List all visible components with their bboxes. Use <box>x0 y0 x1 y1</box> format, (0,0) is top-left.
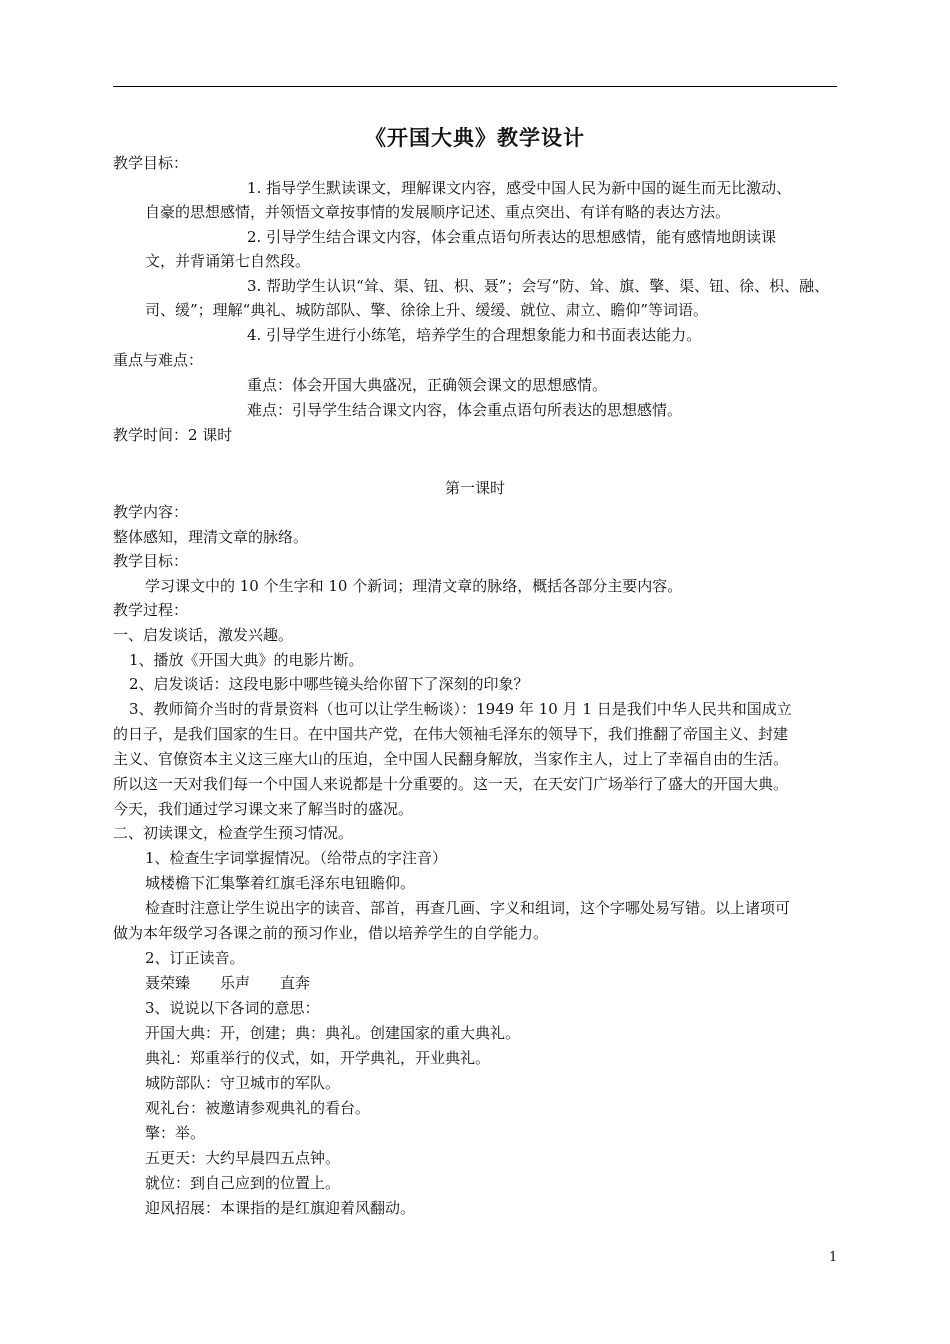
text-line: 主义、官僚资本主义这三座大山的压迫，全中国人民翻身解放，当家作主人，过上了幸福自由的生活。 <box>113 750 789 768</box>
text-line: 城楼檐下汇集擎着红旗毛泽东电钮瞻仰。 <box>145 874 416 892</box>
text-line: 检查时注意让学生说出字的读音、部首，再查几画、字义和组词，这个字哪处易写错。以上诸项可 <box>145 899 791 917</box>
text-line: 学习课文中的 10 个生字和 10 个新词；理清文章的脉络，概括各部分主要内容。 <box>145 577 683 595</box>
header-rule <box>113 86 837 87</box>
text-line: 2、启发谈话：这段电影中哪些镜头给你留下了深刻的印象？ <box>129 675 529 693</box>
section-heading: 第一课时 <box>444 479 505 497</box>
text-line: 所以这一天对我们每一个中国人来说都是十分重要的。这一天，在天安门广场举行了盛大的开国大典。 <box>113 775 789 793</box>
text-line: 整体感知，理清文章的脉络。 <box>113 528 309 546</box>
text-line: 教学目标： <box>113 552 189 570</box>
text-line: 聂荣臻 乐声 直奔 <box>145 974 311 992</box>
document-title: 《开国大典》教学设计 <box>365 126 585 150</box>
text-line: 典礼：郑重举行的仪式，如，开学典礼，开业典礼。 <box>145 1049 491 1067</box>
text-line: 难点：引导学生结合课文内容，体会重点语句所表达的思想感情。 <box>247 401 683 419</box>
text-line: 的日子，是我们国家的生日。在中国共产党，在伟大领袖毛泽东的领导下，我们推翻了帝国主义、封建 <box>113 725 789 743</box>
text-line: 重点与难点： <box>113 351 204 369</box>
text-line: 擎：举。 <box>145 1124 206 1142</box>
text-line: 教学内容： <box>113 503 189 521</box>
text-line: 2. 引导学生结合课文内容，体会重点语句所表达的思想感情，能有感情地朗读课 <box>247 228 777 246</box>
text-line: 迎风招展：本课指的是红旗迎着风翻动。 <box>145 1199 416 1217</box>
page-number: 1 <box>829 1250 838 1265</box>
text-line: 重点：体会开国大典盛况，正确领会课文的思想感情。 <box>247 376 608 394</box>
text-line: 1. 指导学生默读课文，理解课文内容，感受中国人民为新中国的诞生而无比激动、 <box>247 179 792 197</box>
text-line: 2、订正读音。 <box>145 949 245 967</box>
text-line: 二、初读课文，检查学生预习情况。 <box>113 824 354 842</box>
text-line: 3. 帮助学生认识“耸、渠、钮、枳、聂”；会写“防、耸、旗、擎、渠、钮、徐、枳、融、 <box>247 277 830 295</box>
text-line: 1、检查生字词掌握情况。（给带点的字注音） <box>145 849 448 867</box>
text-line: 文，并背诵第七自然段。 <box>145 252 311 270</box>
text-line: 五更天：大约早晨四五点钟。 <box>145 1149 341 1167</box>
text-line: 3、说说以下各词的意思： <box>145 999 320 1017</box>
text-line: 开国大典：开，创建；典：典礼。创建国家的重大典礼。 <box>145 1024 521 1042</box>
text-line: 一、启发谈话，激发兴趣。 <box>113 626 294 644</box>
text-line: 自豪的思想感情，并领悟文章按事情的发展顺序记述、重点突出、有详有略的表达方法。 <box>145 203 731 221</box>
text-line: 教学目标： <box>113 154 189 172</box>
text-line: 1、播放《开国大典》的电影片断。 <box>129 651 364 669</box>
text-line: 4. 引导学生进行小练笔，培养学生的合理想象能力和书面表达能力。 <box>247 326 702 344</box>
text-line: 做为本年级学习各课之前的预习作业，借以培养学生的自学能力。 <box>113 924 549 942</box>
text-line: 就位：到自己应到的位置上。 <box>145 1174 341 1192</box>
text-line: 观礼台：被邀请参观典礼的看台。 <box>145 1099 371 1117</box>
text-line: 教学过程： <box>113 601 189 619</box>
text-line: 城防部队：守卫城市的军队。 <box>145 1074 341 1092</box>
text-line: 教学时间：2 课时 <box>113 426 233 444</box>
text-line: 3、教师简介当时的背景资料（也可以让学生畅谈）：1949 年 10 月 1 日是我们中华人民共和国成立 <box>129 700 792 718</box>
text-line: 司、缓”；理解“典礼、城防部队、擎、徐徐上升、缓缓、就位、肃立、瞻仰”等词语。 <box>145 301 709 319</box>
text-line: 今天，我们通过学习课文来了解当时的盛况。 <box>113 800 414 818</box>
